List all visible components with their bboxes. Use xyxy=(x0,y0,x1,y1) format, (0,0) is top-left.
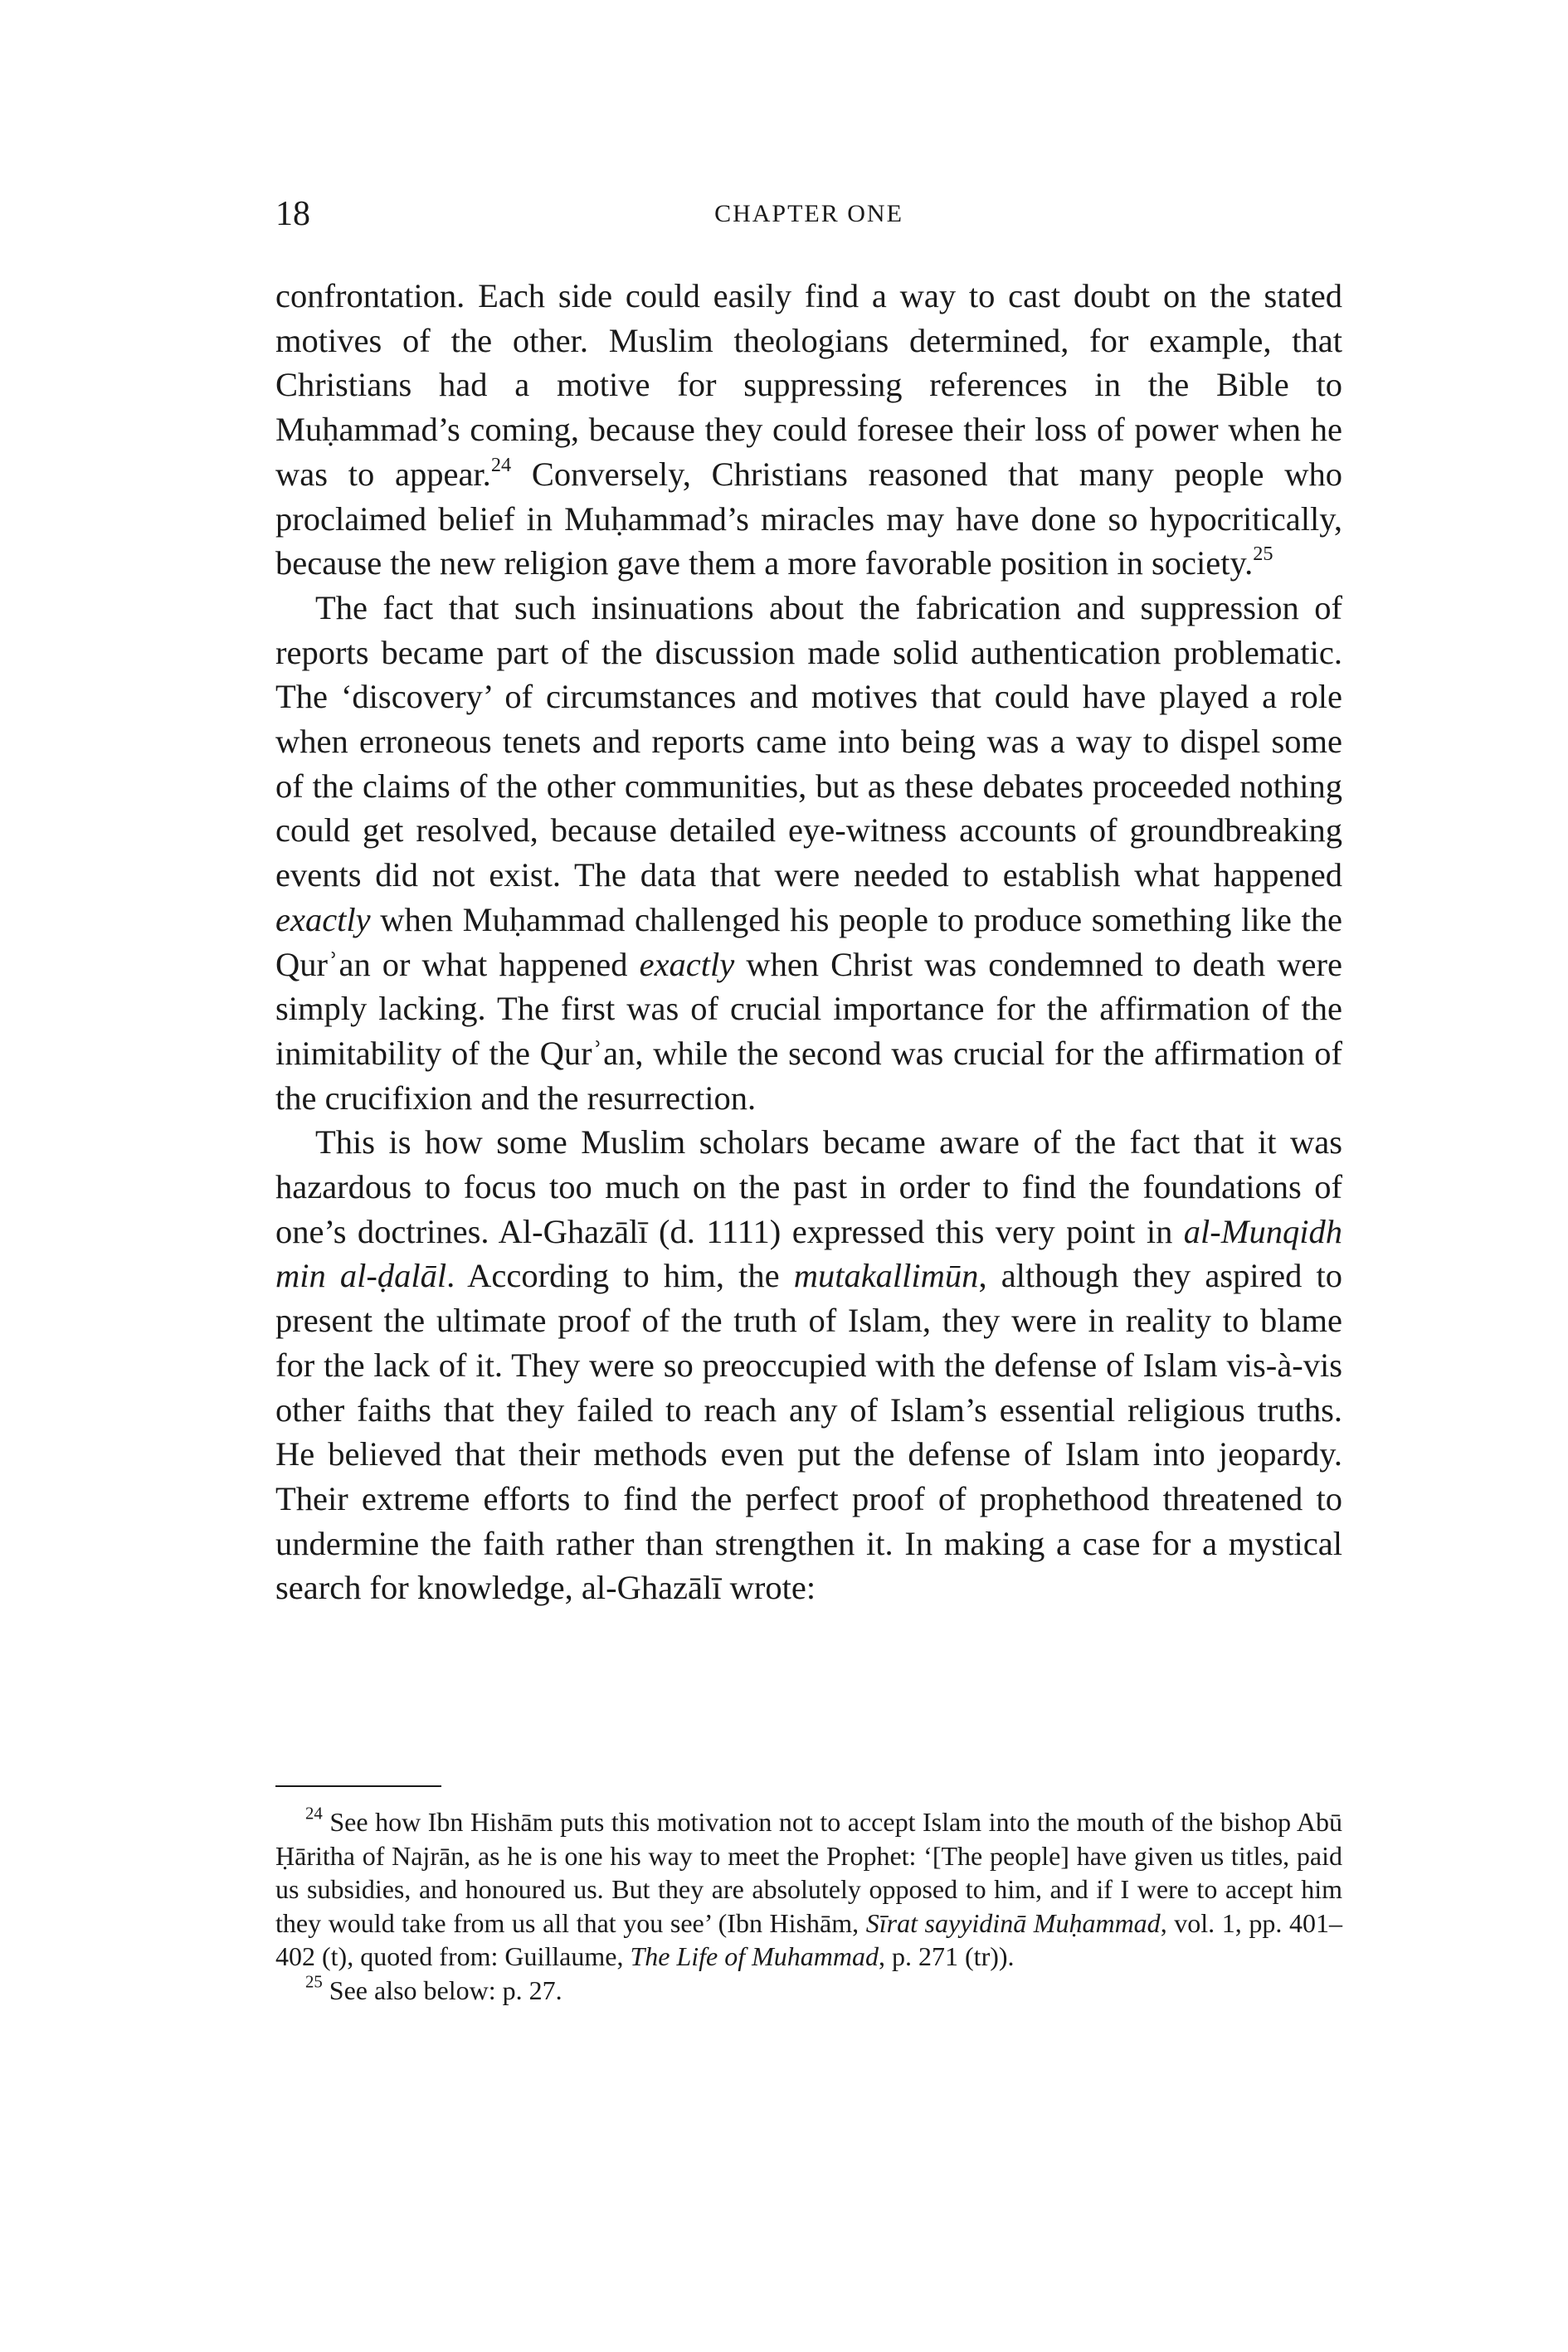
paragraph-2 xyxy=(275,586,1342,1120)
paragraph-1 xyxy=(275,274,1342,586)
footnote-24 xyxy=(275,1805,1342,1974)
emphasis-text: mutakallimūn xyxy=(793,1257,979,1295)
footnote-25 xyxy=(275,1971,1342,2008)
paragraph-text: . According to him, the xyxy=(446,1257,794,1295)
paragraph-text: when Muḥammad challenged his people to produce something like the Qurʾan or what happened xyxy=(275,900,1342,983)
emphasis-text: exactly xyxy=(639,945,735,983)
footnote-ref-24[interactable]: 24 xyxy=(490,453,512,476)
paragraph-text: The fact that such insinuations about the fabrication and suppression of reports became part of the discussion made solid authentication problematic. The ‘discovery’ of circumstances and motives that could have played a role when erroneous tenets and reports came into being was a way to dispel some of the claims of the other communities, but as these debates proceeded nothing could get resolved, because detailed eye-witness accounts of groundbreaking events did not exist. The data that were needed to establish what happened xyxy=(275,588,1342,894)
book-title: Sīrat sayyidinā Muḥammad xyxy=(865,1907,1161,1938)
footnote-ref-25[interactable]: 25 xyxy=(1253,543,1273,566)
paragraph-text: , although they aspired to present the ultimate proof of the truth of Islam, they were in reality to blame for the lack of it. They were so preoccupied with the defense of Islam vis-à-vis other faiths that they failed to reach any of Islam’s essential religious truths. He believed that their methods even put the defense of Islam into jeopardy. Their extreme efforts to find the perfect proof of prophethood threatened to undermine the faith rather than strengthen it. In making a case for a mystical search for knowledge, al-Ghazālī wrote: xyxy=(275,1257,1342,1607)
body-text xyxy=(275,274,1342,1610)
paragraph-text: This is how some Muslim scholars became aware of the fact that it was hazardous to focus too much on the past in order to find the foundations of one’s doctrines. Al-Ghazālī (d. 1111) expressed this very point in xyxy=(275,1123,1342,1250)
footnote-divider xyxy=(275,1785,441,1787)
book-title: The Life of Muhammad xyxy=(630,1941,879,1971)
footnote-text: See also below: p. 27. xyxy=(322,1975,562,2005)
footnote-number: 25 xyxy=(305,1971,323,1991)
paragraph-text: when Christ was condemned to death were simply lacking. The first was of crucial importance for the affirmation of the inimitability of the Qurʾan, while the second was crucial for the affirmation of the crucifixion and the resurrection. xyxy=(275,945,1342,1117)
footnote-number: 24 xyxy=(305,1804,323,1824)
paragraph-3 xyxy=(275,1120,1342,1610)
footnote-text: , p. 271 (tr)). xyxy=(879,1941,1015,1971)
footnote-text: See how Ibn Hishām puts this motivation not to accept Islam into the mouth of the bishop Abū Ḥāritha of Najrān, as he is one his way to meet the Prophet: ‘[The people] have given us titles, paid us subsidies, and honoured us. But they are absolutely opposed to him, and if I were to accept him they would take from us all that you see’ (Ibn Hishām, xyxy=(275,1807,1342,1938)
paragraph-text: Conversely, Christians reasoned that many people who proclaimed belief in Muḥammad’s miracles may have done so hypocritically, because the new religion gave them a more favorable position in society. xyxy=(275,455,1342,582)
page-number: 18 xyxy=(275,195,310,233)
running-head: CHAPTER ONE xyxy=(714,200,903,227)
footnotes xyxy=(275,1805,1342,2007)
footnote-text: , vol. 1, pp. 401–402 (t), quoted from: Guillaume, xyxy=(275,1907,1343,1971)
emphasis-text: exactly xyxy=(275,900,371,938)
paragraph-text: confrontation. Each side could easily find a way to cast doubt on the stated motives of the other. Muslim theologians determined, for example, that Christians had a motive for suppressing references in the Bible to Muḥammad’s coming, because they could foresee their loss of power when he was to appear. xyxy=(275,277,1342,493)
page-header xyxy=(275,189,1342,239)
book-title: al-Munqidh min al-ḍalāl xyxy=(275,1212,1342,1295)
